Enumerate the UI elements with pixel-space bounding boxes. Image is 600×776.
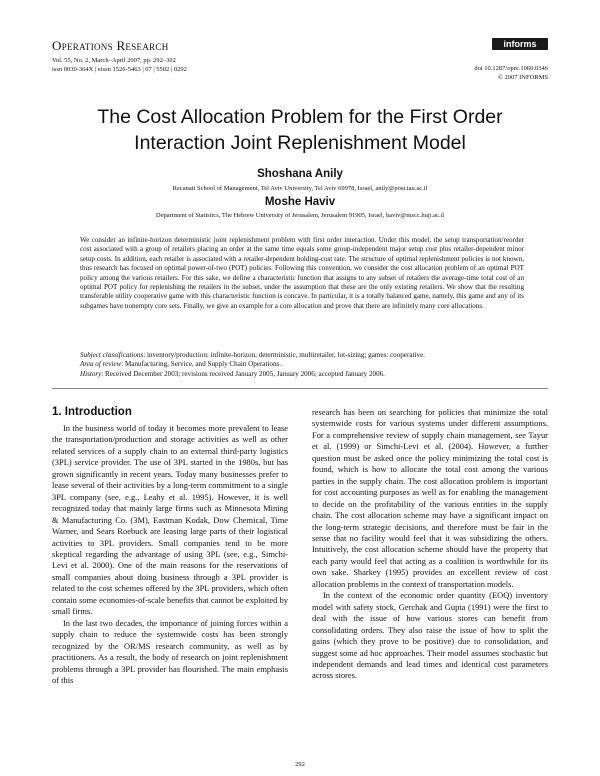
journal-name: Operations Research [52, 38, 169, 53]
subject-text: inventory/production: infinite-horizon, deterministic, multiretailer, lot-sizing; games: cooperative. [147, 351, 425, 359]
doi: doi 10.1287/opre.1060.0346 [474, 65, 548, 72]
author-name: Shoshana Anily [257, 168, 343, 180]
page-number: 292 [295, 761, 305, 768]
subject-classifications: Subject classifications: inventory/production: infinite-horizon, deterministic, multiretailer, lot-sizing; games: cooperative. [80, 351, 425, 359]
area-text: Manufacturing, Service, and Supply Chain Operations. [125, 360, 282, 369]
author-name: Moshe Haviv [264, 196, 336, 208]
section-heading: 1. Introduction [52, 406, 132, 418]
author-affiliation: Department of Statistics, The Hebrew University of Jerusalem, Jerusalem 91905, Israel, haviv@mscc.huji.ac.il [155, 212, 445, 219]
paper-title [40, 104, 560, 156]
paragraph: In the context of the economic order quantity (EOQ) inventory model with safety stock, Gerchak and Gupta (1991) were the first to deal with the issue of how various stores can benefit from consolidating orders. They also raise the issue of how to split the gains (which they prove to be positive) due to consolidation, and suggest some ad hoc approaches. Their model assumes stochastic but independent demands and lead times and identical cost parameters across stores. [312, 590, 548, 681]
history-text: Received December 2003; revisions received January 2005, January 2006; accepted January 2006. [105, 369, 385, 378]
journal-meta [52, 56, 187, 74]
subject-label: Subject classifications [80, 351, 144, 359]
doi-block [474, 64, 548, 82]
classifications [80, 351, 524, 379]
area-label: Area of review [80, 360, 122, 369]
history: History: Received December 2003; revisions received January 2005, January 2006; accepted January 2006. [80, 369, 385, 378]
history-label: History [80, 369, 102, 378]
divider [52, 388, 548, 389]
author-affiliation: Recanati School of Management, Tel Aviv University, Tel Aviv 69978, Israel, anily@post.tau.ac.il [172, 185, 428, 192]
copyright: © 2007 INFORMS [497, 74, 548, 81]
paragraph: In the last two decades, the importance of joining forces within a supply chain to reduce the systemwide costs has been strongly recognized by the OR/MS research community, as well as by practitioners. As a result, the body of research on joint replenishment problems through a 3PL provider has flourished. The main emphasis of this [52, 617, 288, 685]
left-column [52, 423, 288, 686]
paragraph: research has been on searching for policies that minimize the total systemwide costs for various systems under different assumptions. For a comprehensive review of supply chain management, see Tayur et al. (1999) or Simchi-Levi et al. (2004). However, a further question must be asked once the policy minimizing the total cost is found, which is how to allocate the total cost among the various parties in the supply chain. The cost allocation problem is important for cost accounting purposes as well as for enabling the management to decide on the profitability of the various entities in the supply chain. The cost allocation scheme may have a significant impact on the long-term strategic decisions, and therefore must be fair in the sense that no facility would feel that it was subsidizing the others. Intuitively, the cost allocation scheme should have the property that each party would feel that acting as a coalition is worthwhile for its own sake. Sharkey (1995) provides an excellent review of cost allocation problems in the context of transportation models. [312, 407, 548, 589]
right-column [312, 407, 548, 682]
volume-line: Vol. 55, No. 2, March–April 2007, pp. 292–302 [52, 57, 176, 64]
issn-line: issn 0030-364X | eissn 1526-5463 | 07 | 5502 | 0292 [52, 66, 187, 73]
paragraph: In the business world of today it becomes more prevalent to lease the transportation/production and storage activities as well as other related services of a supply chain to an external third-party logistics (3PL) service provider. The use of 3PL started in the 1980s, but has grown significantly in recent years. Today many businesses prefer to lease several of their activities by a long-term commitment to a single 3PL company (see, e.g., Leahy et al. 1995). However, it is well recognized today that mainly large firms such as Minnesota Mining & Manufacturing Co. (3M), Eastman Kodak, Dow Chemical, Time Warner, and Sears Roebuck are leasing large parts of their logistical activities to 3PL providers. Small companies tend to be more skeptical regarding the advantage of using 3PL (see, e.g., Simchi-Levi et al. 2000). One of the main reasons for the reservations of small companies about doing business through a 3PL provider is related to the cost schemes offered by the 3PL providers, which often contain some economies-of-scale benefits that cannot be exploited by small firms. [52, 423, 288, 617]
title-line-1: The Cost Allocation Problem for the First Order [97, 106, 503, 128]
area-of-review: Area of review: Manufacturing, Service, and Supply Chain Operations. [80, 360, 282, 369]
abstract: We consider an infinite-horizon deterministic joint replenishment problem with first order interaction. Under this model, the setup transportation/reorder cost associated with a group of retailers placing an order at the same time equals some group-independent major setup cost plus retailer-dependent minor setup costs. In addition, each retailer is associated with a retailer-dependent holding-cost rate. The structure of optimal replenishment policies is not known, thus research has focused on optimal power-of-two (POT) policies. Following this convention, we consider the cost allocation problem of an optimal POT policy among the various retailers. For this sake, we define a characteristic function that assigns to any subset of retailers the average-time total cost of an optimal POT policy for replenishing the retailers in the subset, under the assumption that these are the only existing retailers. We show that the resulting transferable utility cooperative game with this characteristic function is concave. In particular, it is a totally balanced game, namely, this game and any of its subgames have nonempty core sets. Finally, we give an example for a core allocation and prove that there are infinitely many core allocations. [80, 236, 524, 310]
title-line-2: Interaction Joint Replenishment Model [134, 132, 466, 154]
informs-logo: informs [492, 38, 548, 50]
